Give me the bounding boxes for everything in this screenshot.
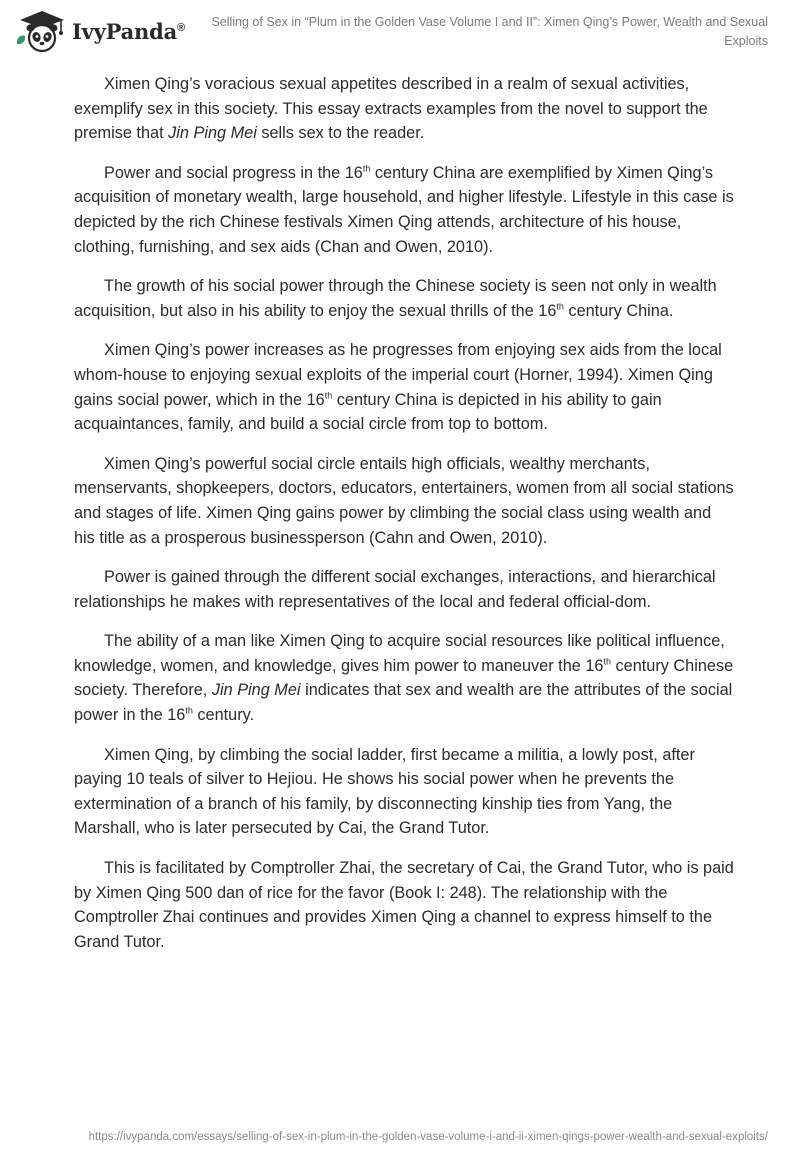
text-run: Ximen Qing’s power increases as he progresses from enjoying sex aids from the local whom-house to enjoying sexual exploits of the imperial court (Horner, 1994). Ximen Qing gains social power, which in the 16 (74, 341, 722, 409)
ordinal-suffix: th (603, 656, 611, 667)
ordinal-suffix: th (556, 301, 564, 312)
brand-name: IvyPanda® (72, 18, 185, 44)
text-run: This is facilitated by Comptroller Zhai, the secretary of Cai, the Grand Tutor, who is paid by Ximen Qing 500 dan of rice for the favor (Book I: 248). The relationship with the Comptroller Zhai continues and provides Ximen Qing a channel to express himself to the Grand Tutor. (74, 859, 734, 951)
source-url[interactable]: https://ivypanda.com/essays/selling-of-sex-in-plum-in-the-golden-vase-volume-i-and-ii-ximen-qings-power-wealth-and-sexual-exploits/ (88, 1131, 768, 1143)
body-paragraph (74, 161, 734, 259)
body-paragraph (74, 274, 734, 323)
ordinal-suffix: th (362, 163, 371, 174)
book-title: Jin Ping Mei (211, 681, 301, 700)
text-run: century. (192, 706, 255, 725)
text-run: century Chinese society. Therefore, (74, 656, 734, 700)
text-run: Ximen Qing’s powerful social circle entails high officials, wealthy merchants, menservants, shopkeepers, doctors, educators, entertainers, women from all social stations and stages of life. Ximen Qing gains power by climbing the social class using wealth and his title as a prosperous businessperson (Cahn and Owen, 2010). (74, 454, 734, 547)
body-paragraph (74, 856, 734, 954)
page-header (0, 0, 800, 60)
body-paragraph (74, 743, 734, 841)
text-run: century China are exemplified by Ximen Qing’s acquisition of monetary wealth, large household, and higher lifestyle. Lifestyle in this case is depicted by the rich Chinese festivals Ximen Qing attends, architecture of his house, clothing, furnishing, and sex aids (Chan and Owen, 2010). (74, 163, 734, 256)
text-run: Power is gained through the different social exchanges, interactions, and hierarchical relationships he makes with representatives of the local and federal official-dom. (74, 568, 716, 611)
text-run: Power and social progress in the 16 (104, 163, 363, 182)
ivypanda-logo[interactable] (14, 8, 185, 54)
text-run: Ximen Qing, by climbing the social ladder, first became a militia, a lowly post, after paying 10 teals of silver to Hejiou. He shows his social power when he prevents the extermination of a branch of his family, by disconnecting kinship ties from Yang, the Marshall, who is later persecuted by Cai, the Grand Tutor. (74, 745, 695, 838)
text-run: century China is depicted in his ability to gain acquaintances, family, and build a social circle from top to bottom. (74, 390, 662, 434)
book-title: Jin Ping Mei (168, 124, 257, 143)
body-paragraph (74, 72, 734, 146)
ordinal-suffix: th (324, 390, 333, 401)
body-paragraph (74, 452, 734, 550)
running-title: Selling of Sex in “Plum in the Golden Vase Volume I and II”: Ximen Qing’s Power, Wealth and Sexual Exploits (211, 15, 768, 48)
text-run: The ability of a man like Ximen Qing to acquire social resources like political influence, knowledge, women, and knowledge, gives him power to maneuver the 16 (74, 632, 725, 675)
body-paragraph (74, 629, 734, 727)
text-run: Ximen Qing’s voracious sexual appetites described in a realm of sexual activities, exemplify sex in this society. This essay extracts examples from the novel to support the premise that (74, 75, 708, 143)
text-run: sells sex to the reader. (256, 124, 425, 143)
text-run: The growth of his social power through the Chinese society is seen not only in wealth acquisition, but also in his ability to enjoy the sexual thrills of the 16 (74, 277, 717, 320)
body-paragraph (74, 338, 734, 436)
ordinal-suffix: th (185, 705, 193, 716)
text-run: century China. (563, 301, 674, 320)
panda-graduation-cap-icon (14, 8, 66, 54)
body-paragraph (74, 565, 734, 614)
text-run: indicates that sex and wealth are the attributes of the social power in the 16 (74, 681, 733, 725)
essay-body (74, 72, 734, 969)
